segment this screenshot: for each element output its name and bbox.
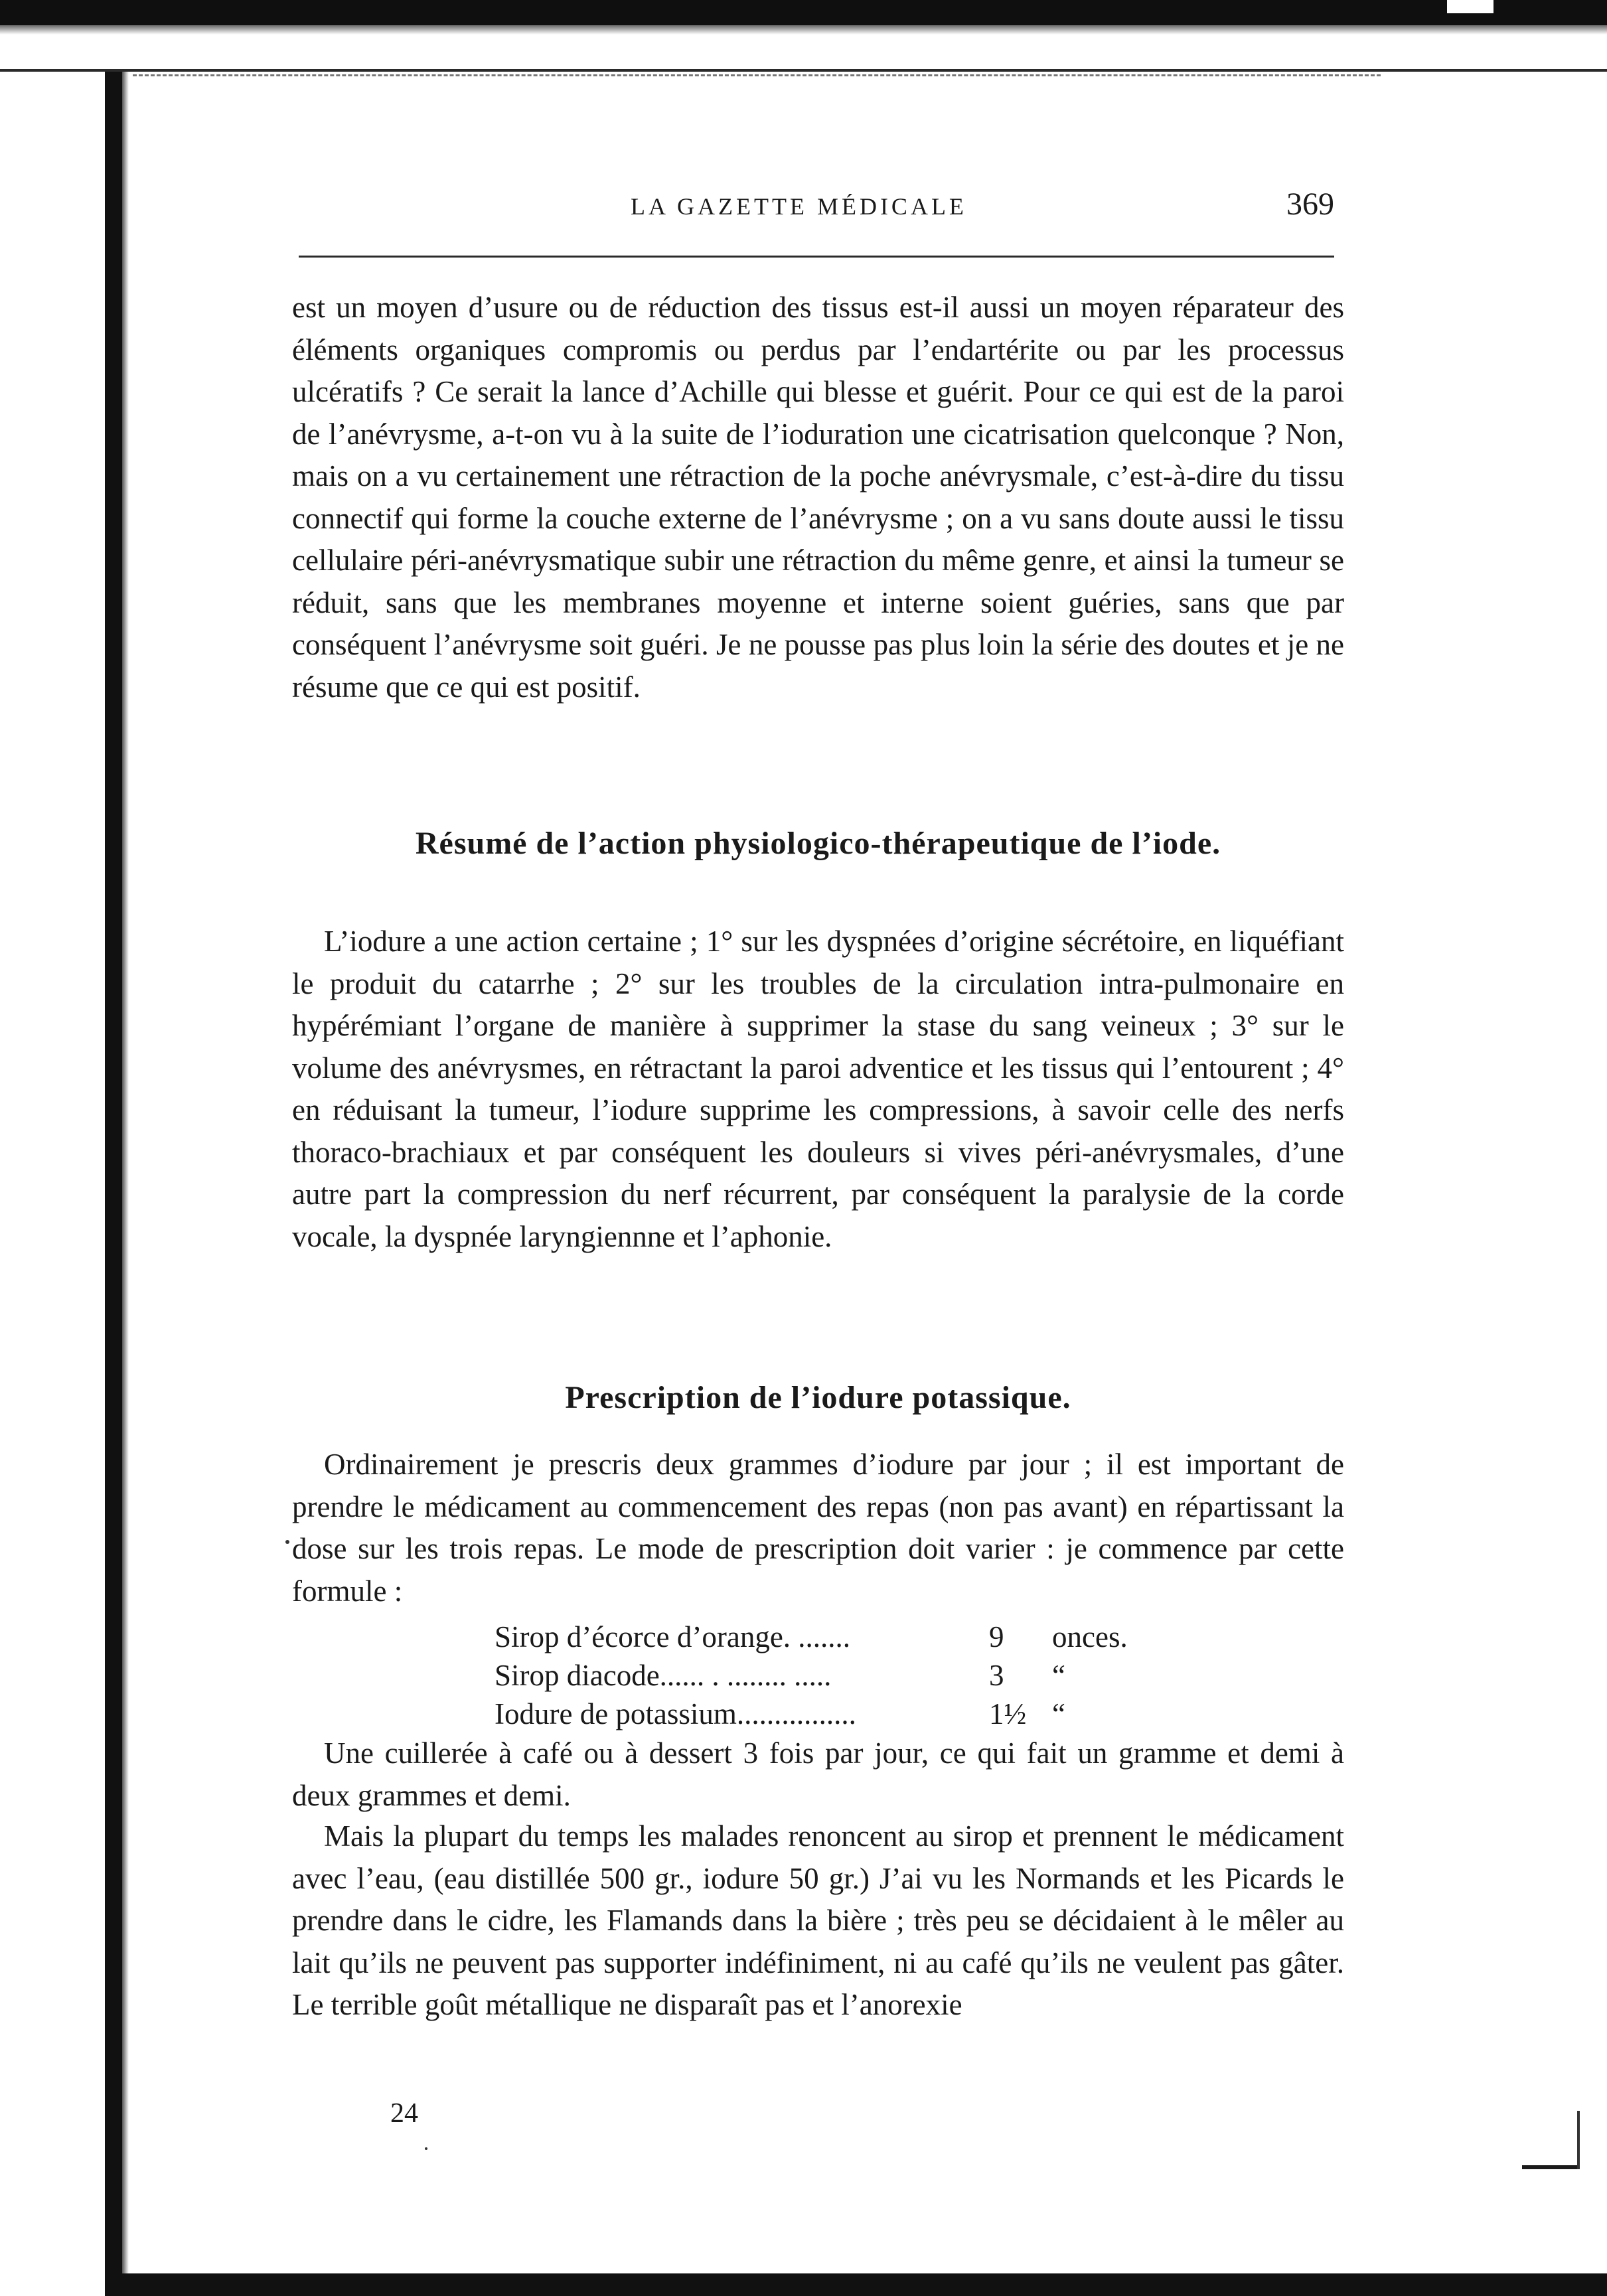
scan-right-mark-vertical — [1577, 2111, 1580, 2169]
formula-unit: onces. — [1052, 1620, 1128, 1653]
page-number: 369 — [1286, 187, 1334, 222]
scan-speck — [285, 1540, 289, 1544]
scan-rule — [0, 69, 1607, 72]
scan-left-border — [105, 72, 122, 2296]
scan-right-mark — [1522, 2165, 1579, 2169]
formula-quantity: 9 — [989, 1620, 1004, 1653]
journal-title: LA GAZETTE MÉDICALE — [631, 193, 967, 220]
formula-item: Sirop d’écorce d’orange. ....... — [495, 1620, 851, 1653]
scan-top-shadow — [0, 25, 1607, 35]
scan-left-border-edge — [122, 72, 129, 2296]
prescription-formula — [495, 1618, 1225, 1733]
paragraph-text: est un moyen d’usure ou de réduction des tissus est-il aussi un moyen réparateur des éléments organiques compromis ou perdus par l’endartérite ou par les processus ulcératifs ? Ce serait la lance d’Achille qui blesse et guérit. Pour ce qui est de la paroi de l’anévrysme, a-t-on vu à la suite de l’ioduration une cicatrisation quelconque ? Non, mais on a vu certainement une rétraction de la poche anévrysmale, c’est-à-dire du tissu connectif qui forme la couche externe de l’anévrysme ; on a vu sans doute aussi le tissu cellulaire péri-anévrysmatique subir une rétraction du même genre, et ainsi la tumeur se réduit, sans que les membranes moyenne et interne soient guéries, sans que par conséquent l’anévrysme soit guéri. Je ne pousse pas plus loin la série des doutes et je ne résume que ce qui est positif. — [292, 291, 1344, 704]
scan-speck — [425, 2147, 427, 2150]
running-header — [299, 186, 1334, 232]
formula-row — [495, 1695, 1225, 1733]
formula-unit: “ — [1052, 1659, 1065, 1692]
formula-row — [495, 1656, 1225, 1695]
signature-mark: 24 — [390, 2098, 418, 2129]
formula-item: Iodure de potassium................ — [495, 1697, 856, 1730]
formula-quantity: 1½ — [989, 1697, 1027, 1730]
paragraph-text: Ordinairement je prescris deux grammes d’iodure par jour ; il est important de prendre le médicament au commencement des repas (non pas avant) en répartissant la dose sur les trois repas. Le mode de prescription doit varier : je commence par cette formule : — [292, 1448, 1344, 1608]
paragraph-text: L’iodure a une action certaine ; 1° sur les dyspnées d’origine sécrétoire, en liquéfiant le produit du catarrhe ; 2° sur les troubles de la circulation intra-pulmonaire en hypérémiant l’organe de manière à supprimer la stase du sang veineux ; 3° sur le volume des anévrysmes, en rétractant la paroi adventice et les tissus qui l’entourent ; 4° en réduisant la tumeur, l’iodure supprime les compressions, à savoir celle des nerfs thoraco-brachiaux et par conséquent les douleurs si vives péri-anévrysmales, d’une autre part la compression du nerf récurrent, par conséquent la paralysie de la corde vocale, la dyspnée laryngiennne et l’aphonie. — [292, 925, 1344, 1253]
body-paragraph-3 — [292, 1444, 1344, 1612]
section-heading-prescription: Prescription de l’iodure potassique. — [565, 1380, 1071, 1415]
body-paragraph-2 — [292, 921, 1344, 1258]
formula-item: Sirop diacode...... . ........ ..... — [495, 1659, 832, 1692]
scan-bottom-border — [105, 2273, 1607, 2296]
body-paragraph-4 — [292, 1732, 1344, 1817]
header-rule — [299, 256, 1334, 258]
body-paragraph-5 — [292, 1815, 1344, 2027]
formula-row — [495, 1618, 1225, 1656]
scan-corner-gap — [1447, 0, 1493, 13]
formula-quantity: 3 — [989, 1659, 1004, 1692]
scan-rule-dashed — [133, 74, 1381, 76]
body-paragraph-1 — [292, 287, 1344, 708]
scan-top-border — [0, 0, 1607, 25]
formula-unit: “ — [1052, 1697, 1065, 1730]
paragraph-text: Mais la plupart du temps les malades renoncent au sirop et prennent le médicament avec l’eau, (eau distillée 500 gr., iodure 50 gr.) J’ai vu les Normands et les Picards le prendre dans le cidre, les Flamands dans la bière ; très peu se décidaient à le mêler au lait qu’ils ne peuvent pas supporter indéfiniment, ni au café qu’ils ne veulent pas gâter. Le terrible goût métallique ne disparaît pas et l’anorexie — [292, 1819, 1344, 2021]
section-heading-resume: Résumé de l’action physiologico-thérapeutique de l’iode. — [415, 826, 1221, 861]
paragraph-text: Une cuillerée à café ou à dessert 3 fois par jour, ce qui fait un gramme et demi à deux grammes et demi. — [292, 1736, 1344, 1812]
